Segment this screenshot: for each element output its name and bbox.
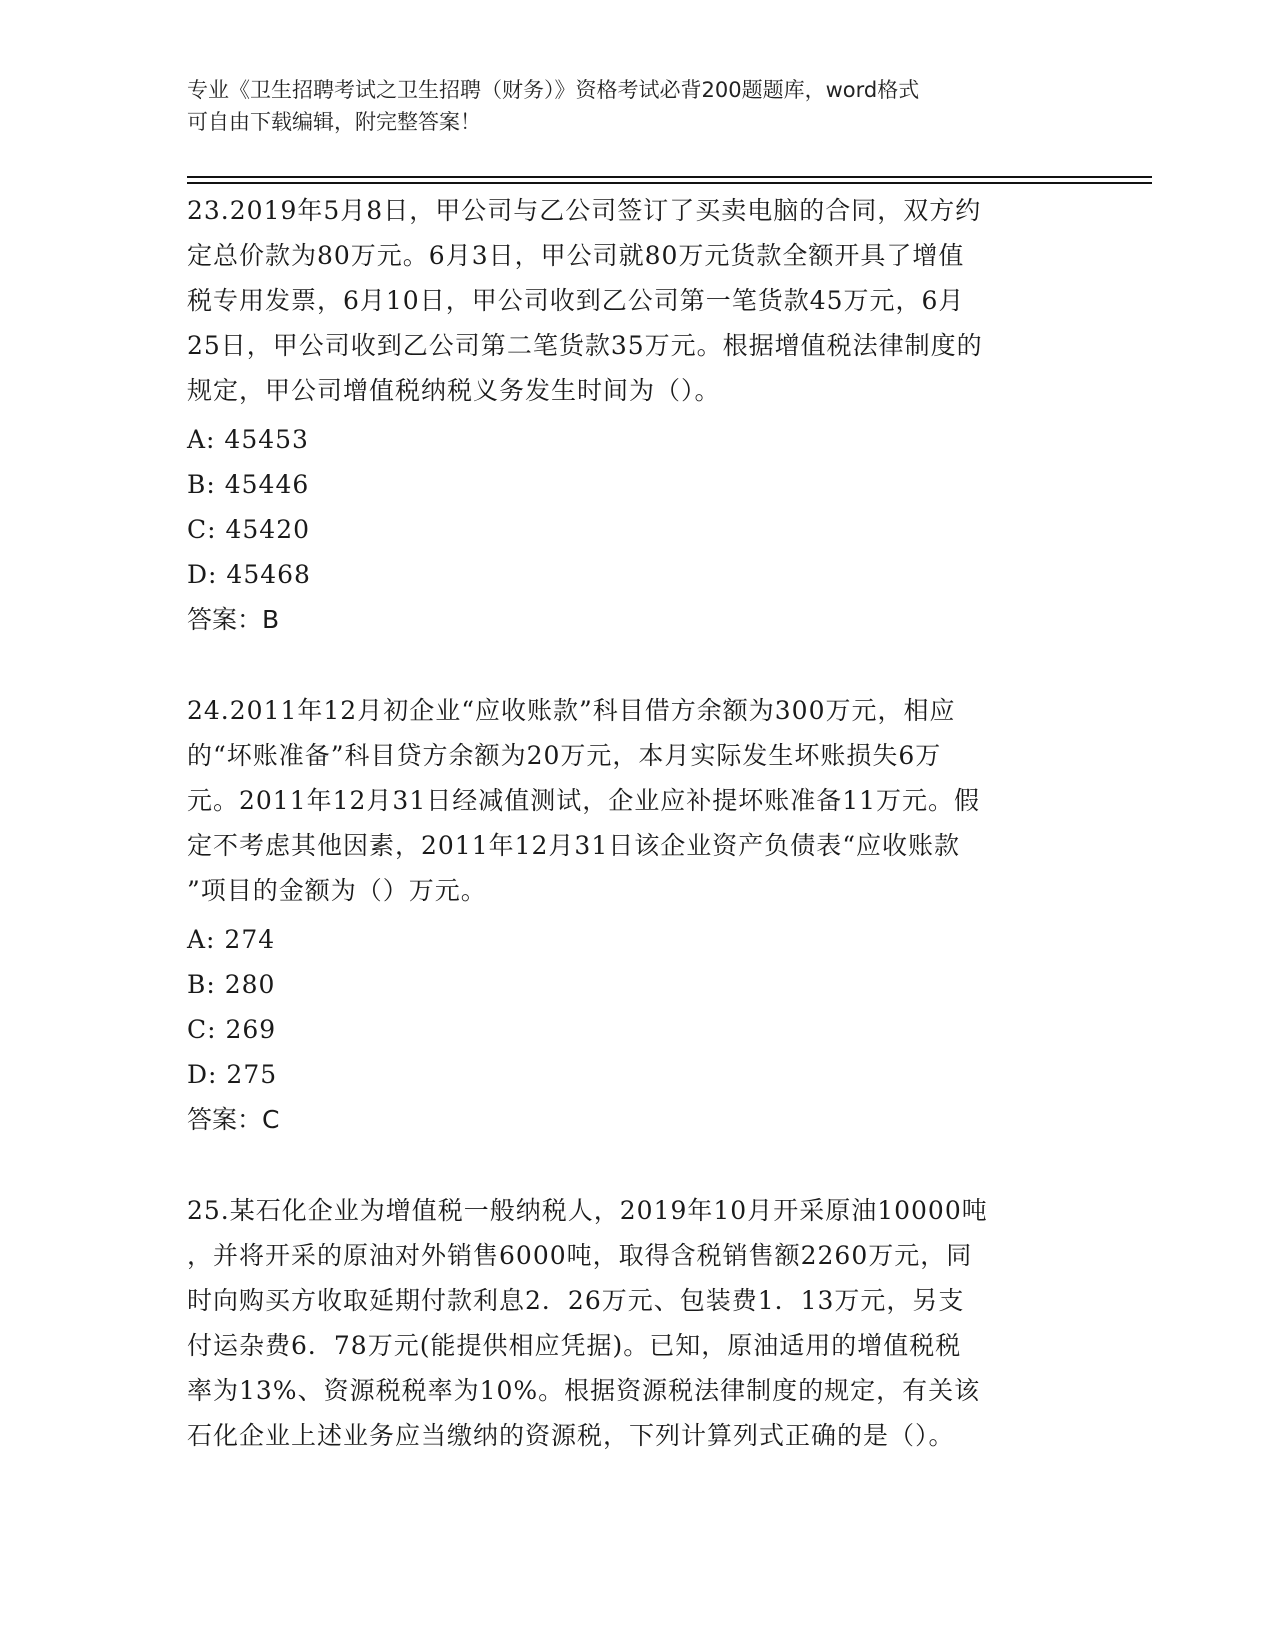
- option-c: C: 269: [187, 1015, 277, 1044]
- document-header: [187, 74, 1087, 138]
- header-title-line-2: 可自由下载编辑，附完整答案！: [187, 110, 481, 134]
- question-text: 24.2011年12月初企业“应收账款”科目借方余额为300万元，相应 的“坏账准备”科目贷方余额为20万元，本月实际发生坏账损失6万 元。2011年12月31日经减值测试，企业应补提坏账准备11万元。假 定不考虑其他因素，2011年12月31日该企业资产负债表“应收账款 ”项目的金额为（）万元。: [187, 696, 981, 905]
- option-list: [187, 917, 1077, 1097]
- question-24: [187, 688, 1077, 1142]
- option-b: B: 45446: [187, 470, 310, 499]
- option-d: D: 45468: [187, 560, 311, 589]
- option-b: B: 280: [187, 970, 276, 999]
- option-c: C: 45420: [187, 515, 311, 544]
- option-d: D: 275: [187, 1060, 278, 1089]
- header-divider-bottom: [187, 182, 1152, 184]
- question-23: [187, 188, 1077, 642]
- answer-label: 答案：C: [187, 1105, 280, 1134]
- option-list: [187, 417, 1077, 597]
- question-25: [187, 1188, 1077, 1458]
- option-a: A: 45453: [187, 425, 309, 454]
- answer-label: 答案：B: [187, 605, 280, 634]
- option-a: A: 274: [187, 925, 276, 954]
- question-text: 23.2019年5月8日，甲公司与乙公司签订了买卖电脑的合同，双方约 定总价款为80万元。6月3日，甲公司就80万元货款全额开具了增值 税专用发票，6月10日，甲公司收到乙公司第一笔货款45万元，6月 25日，甲公司收到乙公司第二笔货款35万元。根据增值税法律制度的 规定，甲公司增值税纳税义务发生时间为（）。: [187, 196, 983, 405]
- header-title-line-1: 专业《卫生招聘考试之卫生招聘（财务）》资格考试必背200题题库，word格式: [187, 78, 920, 102]
- header-divider-top: [187, 176, 1152, 178]
- question-text: 25.某石化企业为增值税一般纳税人，2019年10月开采原油10000吨 ，并将开采的原油对外销售6000吨，取得含税销售额2260万元，同 时向购买方收取延期付款利息2．26万元、包装费1．13万元，另支 付运杂费6．78万元(能提供相应凭据)。已知，原油适用的增值税税 率为13%、资源税税率为10%。根据资源税法律制度的规定，有关该 石化企业上述业务应当缴纳的资源税，下列计算列式正确的是（）。: [187, 1196, 988, 1450]
